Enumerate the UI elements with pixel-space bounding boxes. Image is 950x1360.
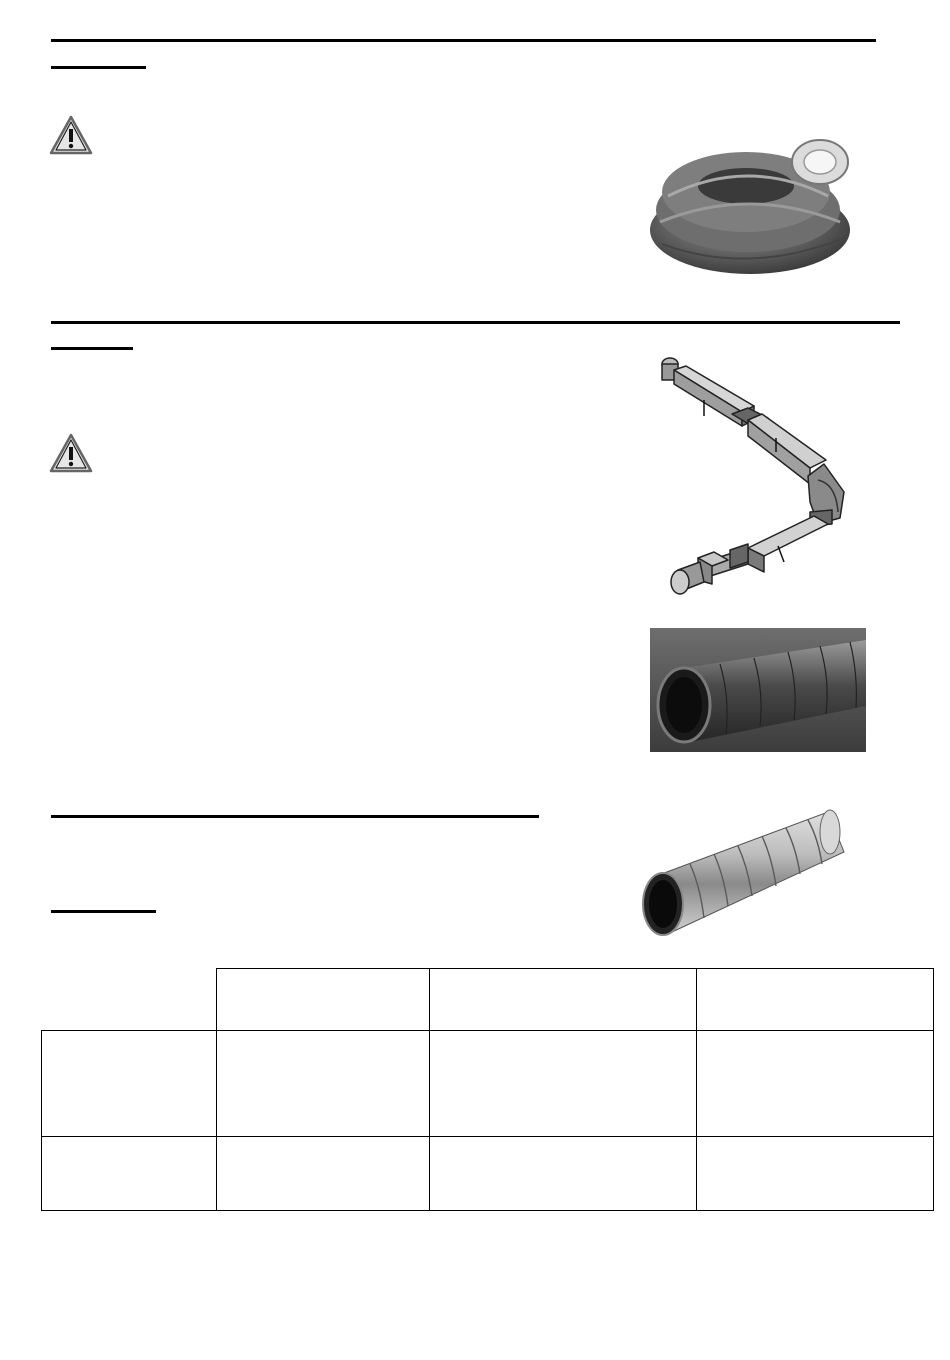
section-1-title-rule	[51, 39, 876, 42]
spiral-galvanized-duct-image	[630, 806, 846, 936]
comparison-table	[41, 968, 934, 1211]
warning-triangle-icon	[49, 433, 93, 473]
table-cell	[42, 1031, 217, 1137]
table-cell	[429, 1031, 696, 1137]
rectangular-duct-assembly-image	[658, 352, 864, 602]
section-3-title-rule	[51, 815, 539, 818]
table-cell	[429, 1137, 696, 1211]
table-header-cell	[429, 969, 696, 1031]
table-header-row	[42, 969, 934, 1031]
table-cell	[42, 1137, 217, 1211]
warning-triangle-icon	[49, 115, 93, 155]
section-2-title-rule	[51, 321, 900, 324]
section-1-title-rule-continuation	[51, 66, 146, 69]
table-cell	[216, 1137, 429, 1211]
subsection-title-rule	[51, 910, 156, 913]
table-header-cell	[696, 969, 933, 1031]
insulated-round-duct-image	[650, 628, 866, 752]
table-cell	[696, 1137, 933, 1211]
table-cell	[696, 1031, 933, 1137]
table-cell	[216, 1031, 429, 1137]
flexible-duct-coil-image	[648, 126, 860, 278]
table-header-cell	[216, 969, 429, 1031]
table-row	[42, 1137, 934, 1211]
section-2-title-rule-continuation	[51, 347, 133, 350]
table-corner-cell	[42, 969, 217, 1031]
table-row	[42, 1031, 934, 1137]
